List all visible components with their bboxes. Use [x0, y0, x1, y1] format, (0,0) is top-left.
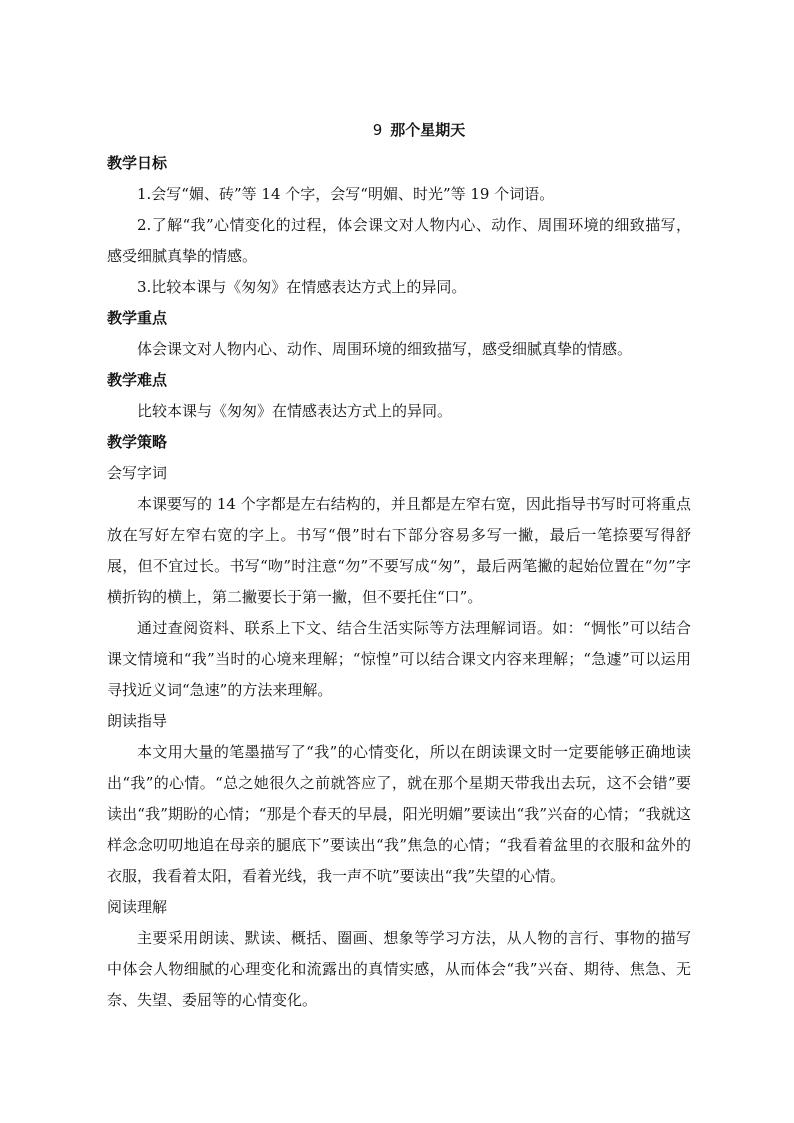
objective-item: 3.比较本课与《匆匆》在情感表达方式上的异同。 — [137, 278, 467, 296]
document-body — [107, 118, 691, 1016]
subheading-writing: 会写字词 — [107, 464, 168, 482]
objective-item: 2.了解“我”心情变化的过程，体会课文对人物内心、动作、周围环境的细致描写，感受细腻真挚的情感。 — [107, 216, 691, 265]
lesson-title — [107, 118, 691, 142]
difficulties-text: 比较本课与《匆匆》在情感表达方式上的异同。 — [137, 402, 453, 420]
section-heading-difficulties: 教学难点 — [107, 371, 168, 389]
writing-paragraph: 本课要写的 14 个字都是左右结构的，并且都是左窄右宽，因此指导书写时可将重点放在写好左窄右宽的字上。书写“偎”时右下部分容易多写一撇，最后一笔捺要写得舒展，但不宜过长。书写“吻”时注意“勿”不要写成“匆”，最后两笔撇的起始位置在“勿”字横折钩的横上，第二撇要长于第一撇，但不要托住“口”。 — [107, 495, 691, 606]
reading-aloud-paragraph: 本文用大量的笔墨描写了“我”的心情变化，所以在朗读课文时一定要能够正确地读出“我”的心情。“总之她很久之前就答应了，就在那个星期天带我出去玩，这不会错”要读出“我”期盼的心情；“那是个春天的早晨，阳光明媚”要读出“我”兴奋的心情；“我就这样念念叨叨地追在母亲的腿底下”要读出“我”焦急的心情；“我看着盆里的衣服和盆外的衣服，我看着太阳，看着光线，我一声不吭”要读出“我”失望的心情。 — [107, 743, 691, 885]
section-heading-key-points: 教学重点 — [107, 309, 168, 327]
objective-item: 1.会写“媚、砖”等 14 个字，会写“明媚、时光”等 19 个词语。 — [137, 185, 555, 203]
subheading-reading-aloud: 朗读指导 — [107, 712, 168, 730]
writing-paragraph: 通过查阅资料、联系上下文、结合生活实际等方法理解词语。如：“惆怅”可以结合课文情境和“我”当时的心境来理解；“惊惶”可以结合课文内容来理解；“急遽”可以运用寻找近义词“急速”的方法来理解。 — [107, 619, 691, 699]
key-points-text: 体会课文对人物内心、动作、周围环境的细致描写，感受细腻真挚的情感。 — [137, 340, 633, 358]
lesson-number: 9 — [372, 121, 383, 139]
section-heading-objectives: 教学日标 — [107, 154, 168, 172]
section-heading-strategies: 教学策略 — [107, 433, 168, 451]
subheading-comprehension: 阅读理解 — [107, 898, 168, 916]
lesson-title-text: 那个星期天 — [390, 121, 466, 139]
comprehension-paragraph: 主要采用朗读、默读、概括、圈画、想象等学习方法，从人物的言行、事物的描写中体会人物细腻的心理变化和流露出的真情实感，从而体会“我”兴奋、期待、焦急、无奈、失望、委屈等的心情变化。 — [107, 929, 691, 1009]
